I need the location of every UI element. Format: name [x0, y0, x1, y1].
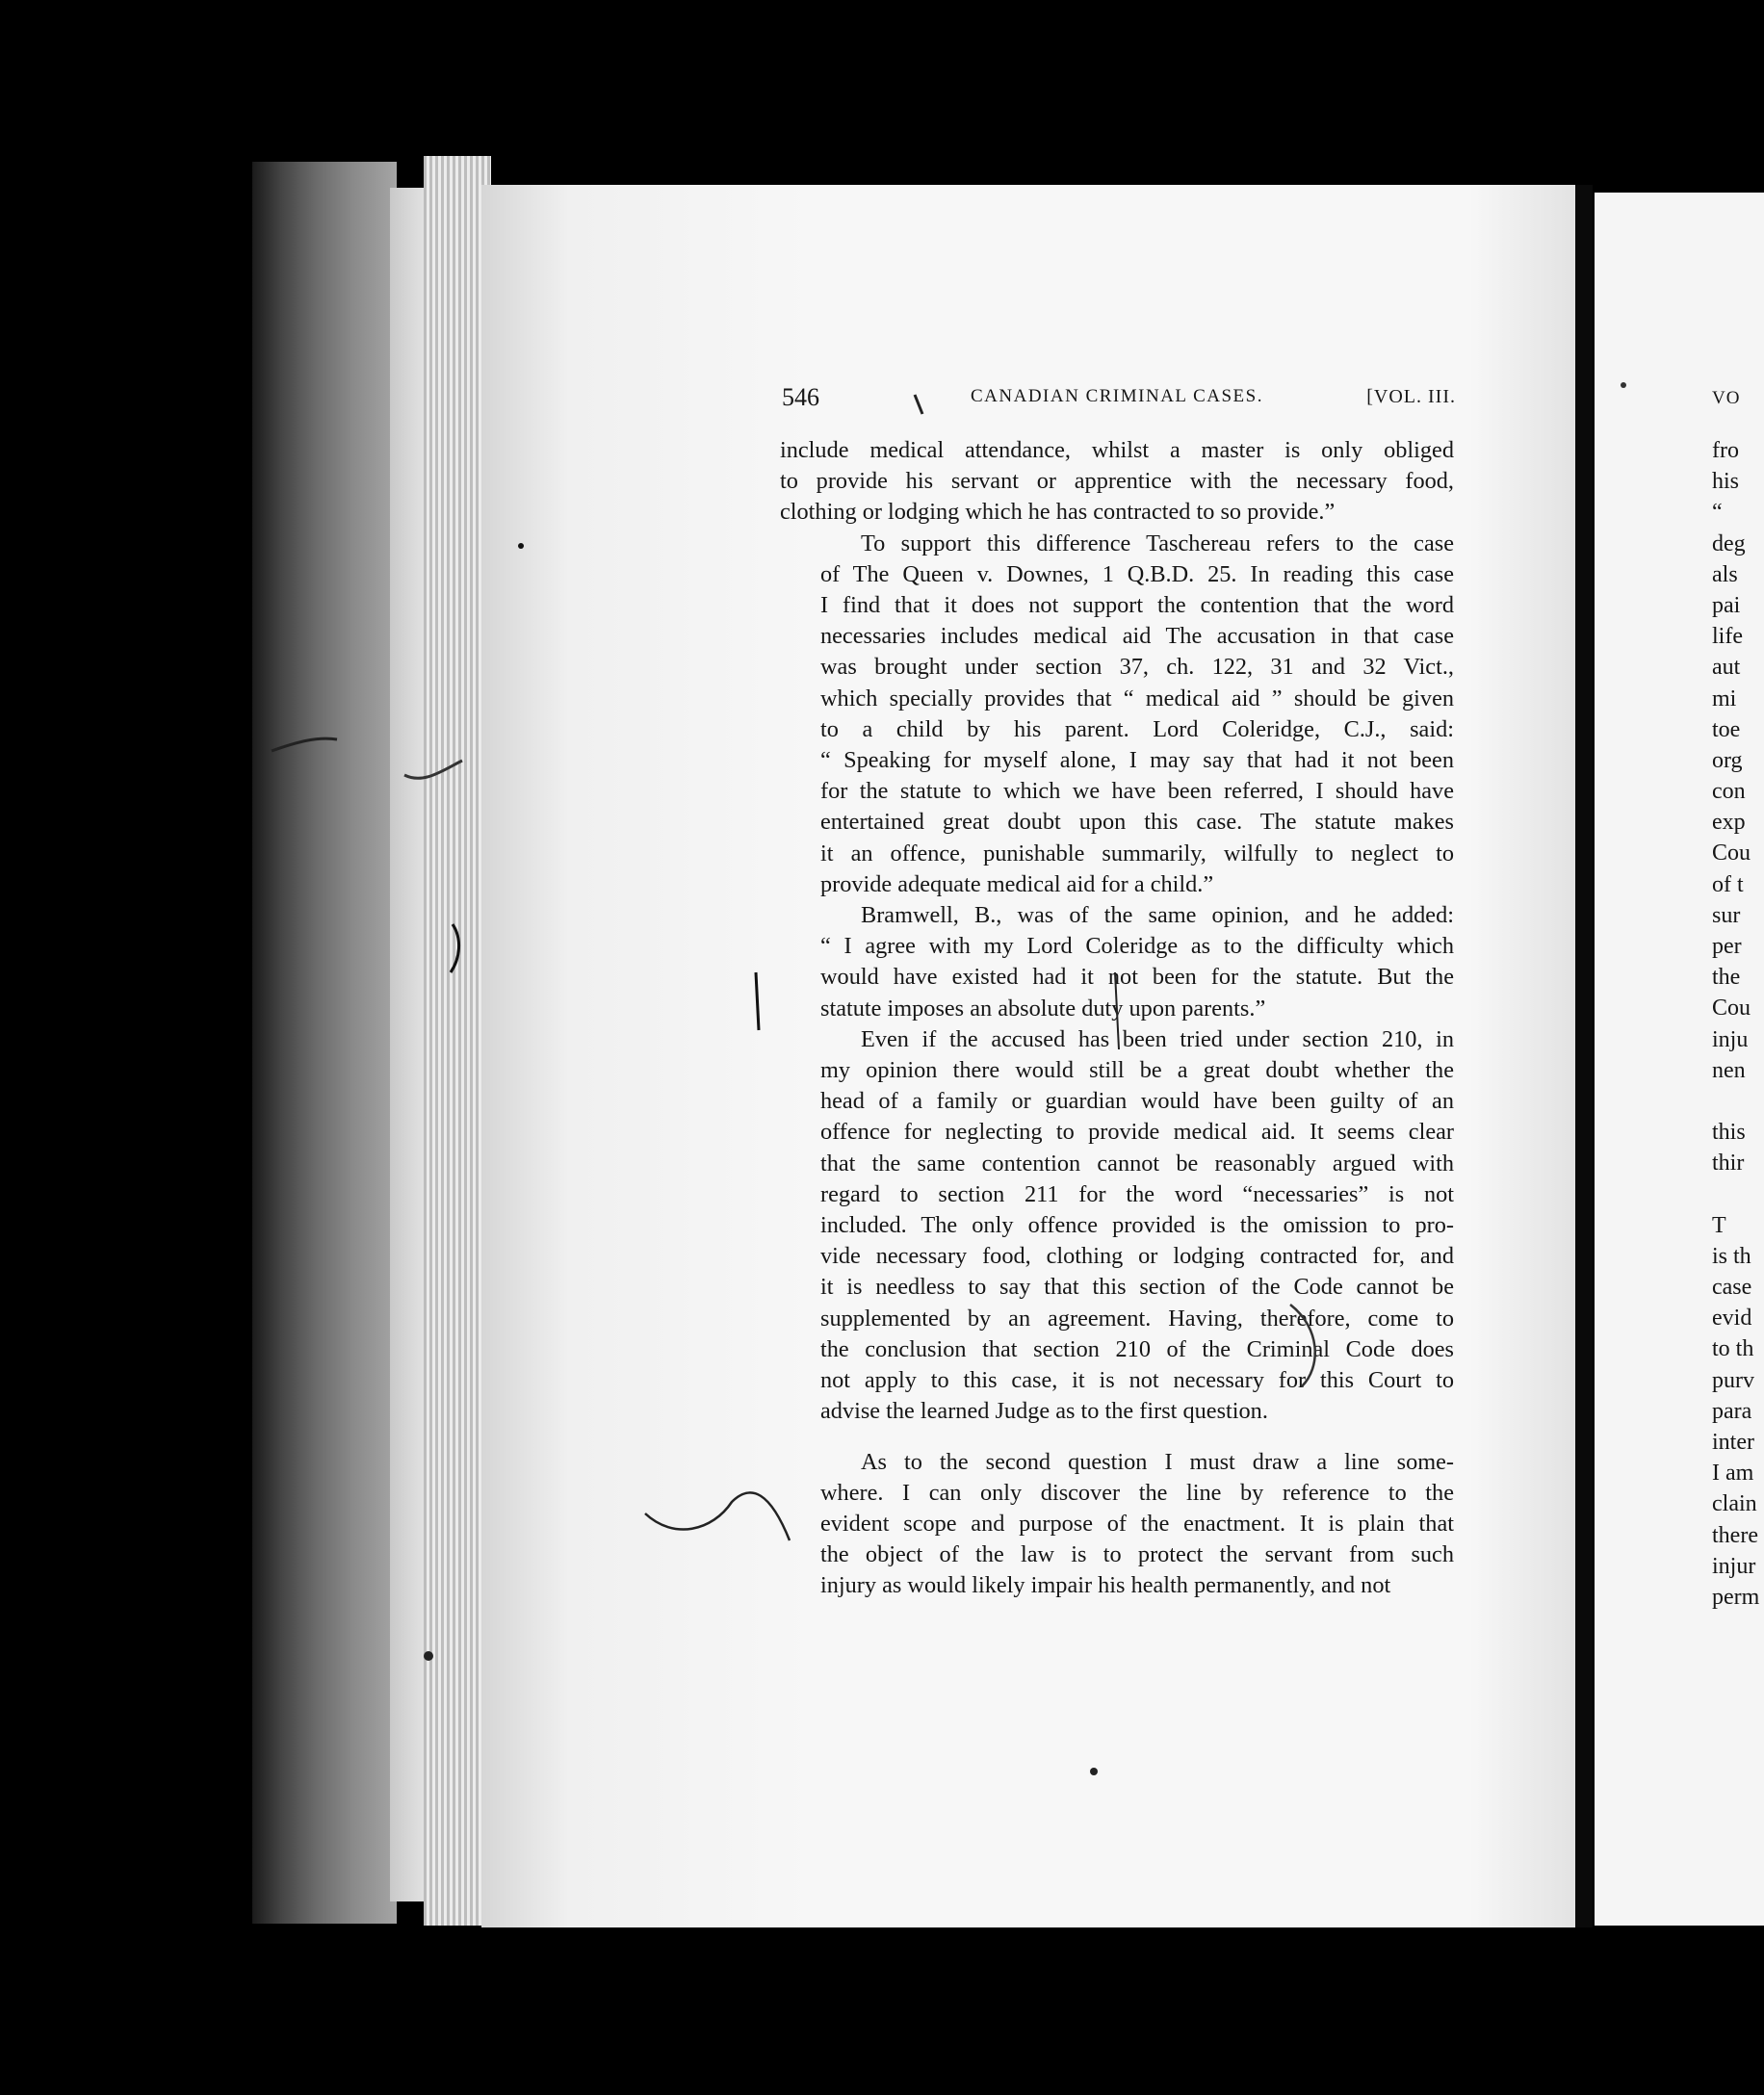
text-line: where. I can only discover the line by reference to the	[820, 1479, 1454, 1506]
facing-page-fragment: inju	[1712, 1026, 1749, 1052]
text-line: for the statute to which we have been referred, I should have	[820, 778, 1454, 805]
facing-page-fragment: Cou	[1712, 996, 1751, 1022]
text-line: supplemented by an agreement. Having, therefore, come to	[820, 1305, 1454, 1332]
volume-label: [VOL. III.	[1366, 386, 1456, 407]
text-line: my opinion there would still be a great doubt whether the	[820, 1057, 1454, 1084]
pen-curl	[645, 1492, 790, 1540]
facing-page-fragment: exp	[1712, 810, 1746, 836]
text-line: entertained great doubt upon this case. The statute makes	[820, 809, 1454, 836]
text-line: Bramwell, B., was of the same opinion, and he added:	[861, 902, 1454, 929]
facing-page-fragment: fro	[1712, 438, 1739, 463]
page-number: 546	[782, 383, 819, 411]
facing-page-fragment: is th	[1712, 1243, 1751, 1269]
text-line: clothing or lodging which he has contracted to so provide.”	[780, 499, 1336, 526]
text-line: necessaries includes medical aid The accusation in that case	[820, 623, 1454, 650]
text-line: not apply to this case, it is not necessary for this Court to	[820, 1367, 1454, 1394]
facing-page-fragment: injur	[1712, 1553, 1756, 1579]
text-line: to provide his servant or apprentice with the necessary food,	[780, 468, 1454, 495]
text-line: it is needless to say that this section of the Code cannot be	[820, 1274, 1454, 1301]
running-title: CANADIAN CRIMINAL CASES.	[971, 386, 1263, 406]
ink-speck	[424, 1651, 433, 1661]
text-line: injury as would likely impair his health permanently, and not	[820, 1572, 1391, 1599]
facing-page-fragment: aut	[1712, 655, 1741, 681]
pen-bracket	[451, 924, 459, 972]
text-line: To support this difference Taschereau refers to the case	[861, 530, 1454, 556]
facing-page-fragment: org	[1712, 747, 1743, 773]
facing-page-fragment: T	[1712, 1212, 1726, 1238]
facing-page-fragment: case	[1712, 1275, 1752, 1301]
facing-page-fragment: there	[1712, 1522, 1758, 1548]
facing-page-fragment: pai	[1712, 592, 1741, 618]
text-line: As to the second question I must draw a line some-	[861, 1448, 1454, 1475]
facing-page-fragment: I am	[1712, 1461, 1754, 1487]
text-line: the conclusion that section 210 of the Criminal Code does	[820, 1335, 1454, 1362]
text-line: provide adequate medical aid for a child.”	[820, 870, 1214, 897]
text-line: the object of the law is to protect the servant from such	[820, 1541, 1454, 1568]
ink-speck	[1621, 382, 1626, 388]
text-line: I find that it does not support the contention that the word	[820, 592, 1454, 619]
text-line: included. The only offence provided is the omission to pro-	[820, 1212, 1454, 1239]
facing-page-fragment: the	[1712, 965, 1741, 991]
text-line: evident scope and purpose of the enactment. It is plain that	[820, 1510, 1454, 1537]
facing-page-fragment: Cou	[1712, 841, 1751, 866]
text-line: which specially provides that “ medical aid ” should be given	[820, 685, 1454, 711]
ink-speck	[1090, 1768, 1098, 1775]
text-line: would have existed had it not been for the statute. But the	[820, 964, 1454, 991]
text-line: to a child by his parent. Lord Coleridge, C.J., said:	[820, 715, 1454, 742]
facing-page-fragment: als	[1712, 561, 1738, 587]
facing-page-fragment: “	[1712, 500, 1723, 526]
pen-stroke-mid	[1115, 972, 1119, 1049]
facing-page-fragment: toe	[1712, 716, 1741, 742]
facing-page-fragment: nen	[1712, 1057, 1746, 1083]
facing-page-fragment: his	[1712, 469, 1740, 495]
facing-page-fragment: inter	[1712, 1430, 1754, 1455]
text-line: “ Speaking for myself alone, I may say that had it not been	[820, 747, 1454, 774]
text-line: “ I agree with my Lord Coleridge as to the difficulty which	[820, 933, 1454, 960]
text-line: it an offence, punishable summarily, wilfully to neglect to	[820, 840, 1454, 866]
facing-page-fragment: purv	[1712, 1367, 1754, 1393]
pen-squiggle-left	[272, 738, 337, 751]
text-line: of The Queen v. Downes, 1 Q.B.D. 25. In reading this case	[820, 560, 1454, 587]
facing-page-fragment: evid	[1712, 1306, 1752, 1332]
facing-page-fragment: clain	[1712, 1491, 1757, 1517]
facing-page-fragment: mi	[1712, 685, 1737, 711]
text-line: offence for neglecting to provide medical aid. It seems clear	[820, 1119, 1454, 1146]
facing-page-fragment: para	[1712, 1398, 1752, 1424]
text-line: regard to section 211 for the word “necessaries” is not	[820, 1180, 1454, 1207]
ink-speck	[518, 543, 524, 549]
facing-page-fragment: thir	[1712, 1151, 1745, 1177]
facing-page-fragment: life	[1712, 624, 1743, 650]
facing-page-fragment: of t	[1712, 871, 1744, 897]
text-line: that the same contention cannot be reasonably argued with	[820, 1150, 1454, 1177]
facing-page-fragment: perm	[1712, 1584, 1760, 1610]
text-line: include medical attendance, whilst a master is only obliged	[780, 437, 1454, 463]
text-line: statute imposes an absolute duty upon parents.”	[820, 995, 1266, 1022]
facing-page-fragment: to th	[1712, 1336, 1754, 1362]
facing-page-fragment: deg	[1712, 530, 1746, 556]
facing-page-fragment: VO	[1712, 388, 1741, 408]
text-line: head of a family or guardian would have been guilty of an	[820, 1088, 1454, 1115]
facing-page-fragment: sur	[1712, 902, 1741, 928]
facing-page-fragment: per	[1712, 934, 1742, 959]
pen-arc	[1290, 1305, 1315, 1386]
text-line: was brought under section 37, ch. 122, 31 and 32 Vict.,	[820, 654, 1454, 681]
pen-tick	[915, 395, 922, 414]
text-line: advise the learned Judge as to the first question.	[820, 1398, 1268, 1425]
pen-squiggle-edge	[404, 761, 462, 778]
text-line: Even if the accused has been tried under section 210, in	[861, 1025, 1454, 1052]
facing-page-fragment: this	[1712, 1120, 1746, 1146]
pen-vertical-mark	[756, 972, 759, 1030]
text-line: vide necessary food, clothing or lodging contracted for, and	[820, 1243, 1454, 1270]
facing-page-fragment: con	[1712, 779, 1746, 805]
